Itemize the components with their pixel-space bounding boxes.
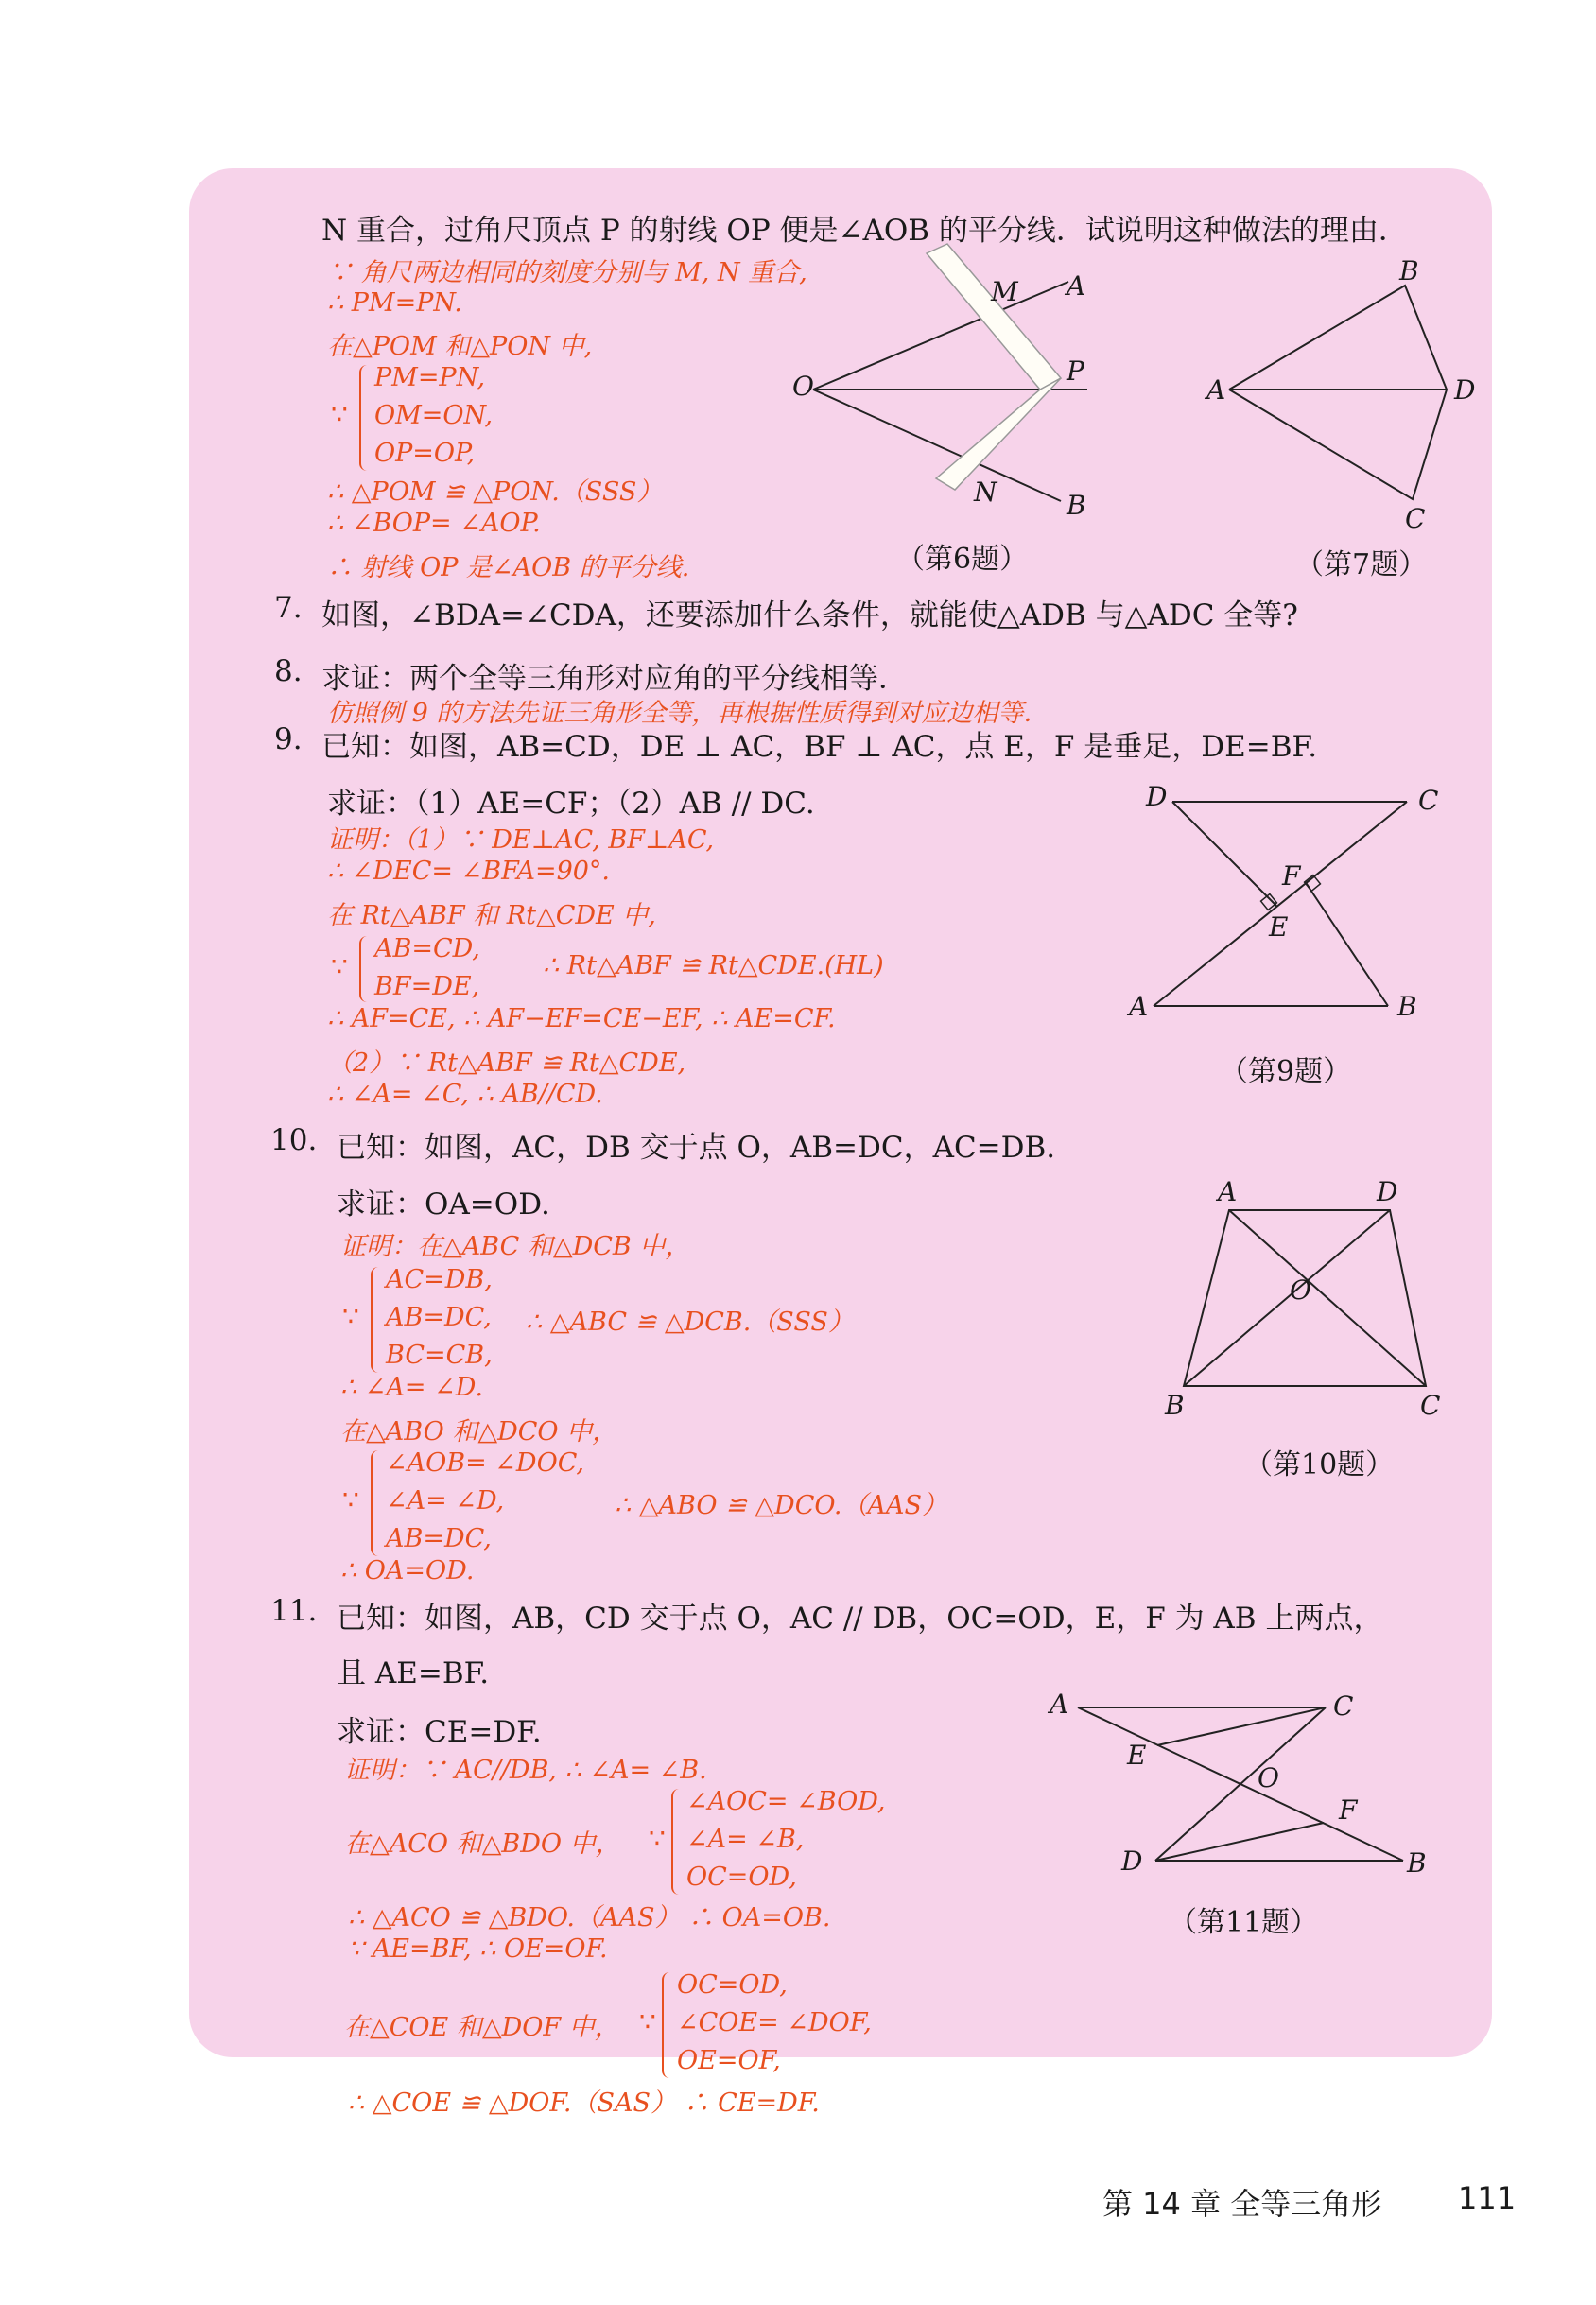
q10-text: 已知：如图，AC，DB 交于点 O，AB=DC，AC=DB. [337, 1131, 1056, 1165]
q11-brace-2 [662, 1972, 671, 2078]
q11-answer-5: 在△COE 和△DOF 中， [344, 2013, 620, 2042]
fig7-label-A: A [1206, 374, 1226, 406]
q9-answer-5: （2）∵ Rt△ABF ≌ Rt△CDE, [327, 1049, 686, 1078]
q8-number: 8. [274, 654, 303, 688]
fig7-caption: （第7题） [1295, 548, 1428, 581]
q6-answer-3: 在△POM 和△PON 中, [327, 332, 593, 361]
because-symbol: ∵ [649, 1823, 666, 1854]
fig10-label-D: D [1377, 1176, 1398, 1207]
fig11-caption: （第11题） [1169, 1906, 1319, 1939]
fig11-label-C: C [1333, 1690, 1354, 1722]
q10-answer-3: 在△ABO 和△DCO 中， [340, 1417, 618, 1447]
q11-text-2: 且 AE=BF. [337, 1656, 490, 1690]
q9-answer-1: 证明：（1）∵ DE⊥AC, BF⊥AC, [327, 825, 715, 855]
fig6-label-N: N [974, 477, 998, 508]
q8-answer: 仿照例 9 的方法先证三角形全等，再根据性质得到对应边相等． [327, 699, 1050, 728]
q9-number: 9. [274, 722, 303, 756]
fig9-caption: （第9题） [1220, 1055, 1352, 1088]
fig7-label-C: C [1405, 503, 1426, 534]
q10-brace2-1: ∠AOB= ∠DOC, [386, 1448, 584, 1478]
q10-brace1-items [386, 1261, 493, 1375]
q10-brace1-result: ∴ △ABC ≌ △DCB.（SSS） [526, 1308, 854, 1337]
q11-brace-1 [671, 1789, 681, 1895]
fig9-label-A: A [1129, 991, 1149, 1022]
fig6-label-O: O [792, 371, 814, 402]
fig6-label-P: P [1067, 355, 1084, 387]
fig11-label-O: O [1258, 1762, 1279, 1794]
q11-brace1-items [686, 1783, 886, 1897]
q11-brace2-items [677, 1967, 872, 2080]
fig10-label-A: A [1218, 1176, 1238, 1207]
q6-answer-2: ∴ PM=PN. [327, 288, 462, 318]
q11-answer-6: ∴ △COE ≌ △DOF.（SAS） ∴ CE=DF. [348, 2088, 820, 2118]
q9-prove: 求证：（1）AE=CF；（2）AB // DC. [327, 787, 815, 821]
q9-brace-items [374, 930, 480, 1006]
q6-text: N 重合，过角尺顶点 P 的射线 OP 便是∠AOB 的平分线．试说明这种做法的理由． [321, 214, 1408, 248]
q11-answer-3: ∴ △ACO ≌ △BDO.（AAS） ∴ OA=OB. [348, 1903, 831, 1932]
q11-text: 已知：如图，AB，CD 交于点 O，AC // DB，OC=OD，E，F 为 AB 上两点， [337, 1602, 1383, 1636]
q11-brace2-3: OE=OF, [677, 2046, 781, 2075]
q10-prove: 求证：OA=OD. [337, 1187, 550, 1222]
fig9-label-B: B [1397, 991, 1417, 1022]
fig6-label-M: M [991, 276, 1018, 307]
page-number: 111 [1458, 2180, 1517, 2216]
fig10-label-O: O [1290, 1274, 1311, 1306]
q11-brace2-1: OC=OD, [677, 1970, 788, 2000]
q9-brace-2: BF=DE, [374, 972, 480, 1001]
fig7-label-D: D [1454, 374, 1476, 406]
q10-answer-2: ∴ ∠A= ∠D. [340, 1373, 483, 1402]
q9-answer-6: ∴ ∠A= ∠C, ∴ AB//CD. [327, 1080, 603, 1109]
q9-brace [359, 936, 369, 1002]
fig11-label-A: A [1050, 1689, 1069, 1720]
q11-brace2-2: ∠COE= ∠DOF, [677, 2008, 872, 2037]
because-symbol: ∵ [331, 951, 348, 982]
q11-answer-1: 证明：∵ AC//DB, ∴ ∠A= ∠B. [344, 1756, 707, 1785]
q6-answer-5: ∴ ∠BOP= ∠AOP. [327, 509, 541, 538]
fig9-label-F: F [1282, 860, 1301, 892]
fig10-label-C: C [1420, 1390, 1441, 1421]
q10-brace1-2: AB=DC, [386, 1303, 492, 1332]
fig11-label-B: B [1407, 1847, 1427, 1879]
fig10-label-B: B [1165, 1390, 1185, 1421]
q10-brace2-result: ∴ △ABO ≌ △DCO.（AAS） [615, 1491, 947, 1520]
q6-brace-2: OM=ON, [374, 401, 494, 430]
q9-text: 已知：如图，AB=CD，DE ⊥ AC，BF ⊥ AC，点 E，F 是垂足，DE=BF. [321, 730, 1318, 764]
q6-brace-3: OP=OP, [374, 439, 476, 468]
fig11-label-F: F [1339, 1794, 1358, 1826]
fig10-caption: （第10题） [1244, 1448, 1395, 1482]
fig6-label-A: A [1067, 270, 1086, 302]
q11-number: 11. [270, 1594, 318, 1628]
q8-text: 求证：两个全等三角形对应角的平分线相等． [321, 662, 908, 696]
because-symbol: ∵ [342, 1484, 359, 1516]
because-symbol: ∵ [331, 399, 348, 430]
fig6-label-B: B [1067, 490, 1086, 521]
q11-answer-4: ∵ AE=BF, ∴ OE=OF. [348, 1934, 608, 1964]
q11-brace1-2: ∠A= ∠B, [686, 1825, 805, 1854]
q9-answer-3: 在 Rt△ABF 和 Rt△CDE 中, [327, 901, 656, 930]
q10-brace2-2: ∠A= ∠D, [386, 1486, 505, 1516]
q11-prove: 求证：CE=DF. [337, 1715, 542, 1749]
fig6-caption: （第6题） [896, 543, 1029, 576]
q10-brace1-1: AC=DB, [386, 1265, 493, 1294]
because-symbol: ∵ [639, 2006, 656, 2037]
fig7-label-B: B [1399, 255, 1419, 286]
q10-brace2-3: AB=DC, [386, 1524, 492, 1553]
q10-brace2-items [386, 1445, 584, 1558]
fig9-label-C: C [1418, 785, 1439, 816]
q11-brace1-1: ∠AOC= ∠BOD, [686, 1787, 886, 1816]
q6-answer-1: ∵ 角尺两边相同的刻度分别与 M, N 重合, [327, 258, 807, 287]
q10-brace1-3: BC=CB, [386, 1341, 493, 1370]
q6-brace-1: PM=PN, [374, 363, 486, 392]
chapter-title: 第 14 章 全等三角形 [1102, 2186, 1382, 2222]
q10-brace-2 [371, 1450, 380, 1556]
q10-answer-1: 证明：在△ABC 和△DCB 中， [340, 1232, 691, 1261]
q7-number: 7. [274, 591, 303, 625]
q10-answer-4: ∴ OA=OD. [340, 1556, 475, 1586]
fig11-label-E: E [1127, 1740, 1147, 1771]
q9-brace-1: AB=CD, [374, 934, 480, 963]
q11-brace1-3: OC=OD, [686, 1863, 797, 1892]
fig11-label-D: D [1121, 1846, 1143, 1877]
fig9-label-D: D [1146, 781, 1168, 812]
q7-text: 如图，∠BDA=∠CDA，还要添加什么条件，就能使△ADB 与△ADC 全等? [321, 598, 1298, 633]
q6-answer-4: ∴ △POM ≌ △PON.（SSS） [327, 477, 663, 507]
q10-brace-1 [371, 1267, 380, 1373]
q9-brace-result: ∴ Rt△ABF ≌ Rt△CDE.(HL) [543, 951, 884, 980]
q9-answer-4: ∴ AF=CE, ∴ AF−EF=CE−EF, ∴ AE=CF. [327, 1004, 836, 1033]
because-symbol: ∵ [342, 1301, 359, 1332]
fig9-label-E: E [1269, 911, 1289, 943]
q6-answer-6: ∴ 射线 OP 是∠AOB 的平分线. [327, 553, 690, 582]
q10-number: 10. [270, 1123, 318, 1157]
q11-answer-2: 在△ACO 和△BDO 中， [344, 1829, 621, 1859]
q9-answer-2: ∴ ∠DEC= ∠BFA=90°. [327, 857, 611, 886]
